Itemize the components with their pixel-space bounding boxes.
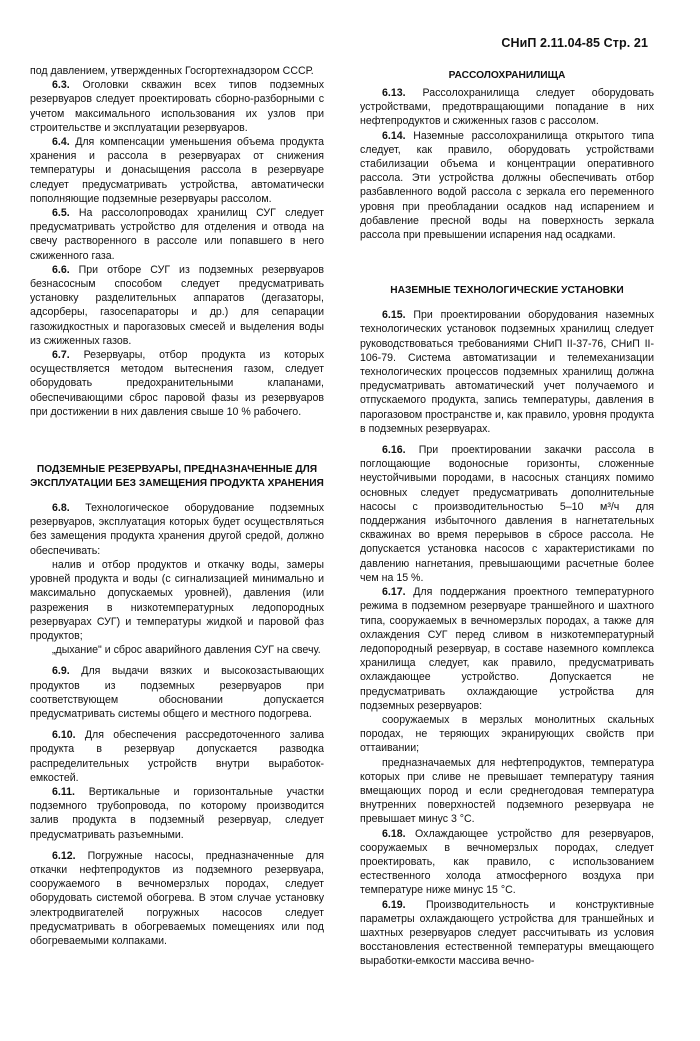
- clause-6-3: [30, 78, 324, 135]
- clause-text: Рассолохранилища следует оборудовать устройствами, предотвращающими попадание в них нефтепродуктов и сжиженных газов с рассолом.: [360, 87, 654, 128]
- clause-6-9: [30, 664, 324, 721]
- paragraph-continuation: под давлением, утвержденных Госгортехнадзором СССР.: [30, 65, 314, 77]
- clause-text: Для обеспечения рассредоточенного залива продукта в резервуар допускается разводка распределительных устройств внутри выработок-емкостей.: [30, 729, 324, 784]
- clause-number: 6.11.: [52, 785, 75, 798]
- clause-number: 6.14.: [382, 129, 406, 142]
- clause-text: Для компенсации уменьшения объема продукта хранения и рассола в резервуарах от снижения температуры и донасыщения рассола в резервуаре следует предусматривать устройства, автоматически пополняющие подземные резервуары рассолом.: [30, 136, 324, 205]
- clause-6-13: [360, 86, 654, 129]
- clause-text: Для поддержания проектного температурного режима в подземном резервуаре траншейного и шахтного типа, сооружаемых в вечномерзлых породах, а также для охлаждения СУГ перед сливом в низкотемпературный ледопородный резервуар, в составе наземного комплекса хранилища следует, как правило, предусматривать охлаждающее устройство. Допускается не предусматривать охлаждающие устройства для подземных резервуаров:: [360, 586, 654, 712]
- clause-6-10: [30, 728, 324, 785]
- list-item: „дыхание" и сброс аварийного давления СУГ на свечу.: [52, 644, 321, 657]
- clause-6-11: [30, 785, 324, 842]
- clause-number: 6.3.: [52, 79, 70, 92]
- clause-number: 6.17.: [382, 586, 406, 599]
- page-header: СНиП 2.11.04-85 Стр. 21: [501, 36, 648, 50]
- section-heading-surface-installations: НАЗЕМНЫЕ ТЕХНОЛОГИЧЕСКИЕ УСТАНОВКИ: [390, 285, 624, 297]
- list-item: сооружаемых в мерзлых монолитных скальных породах, не теряющих экранирующих свойств при оттаивании;: [360, 713, 654, 755]
- left-column: [30, 64, 324, 948]
- clause-text: Оголовки скважин всех типов подземных резервуаров следует проектировать сборно-разборными с учетом максимального использования их узлов при строительстве и эксплуатации резервуаров.: [30, 79, 324, 134]
- clause-6-5: [30, 206, 324, 263]
- clause-number: 6.13.: [382, 87, 406, 99]
- clause-text: Производительность и конструктивные параметры охлаждающего устройства для траншейных и шахтных резервуаров следует рассчитывать из условия восстановления естественной температуры вмещающего выработки-емкости массива вечно-: [360, 898, 654, 968]
- clause-text: Для выдачи вязких и высокозастывающих продуктов из подземных резервуаров при соответствующем обосновании допускается предусматривать системы общего и местного подогрева.: [30, 665, 324, 720]
- clause-number: 6.5.: [52, 207, 70, 220]
- clause-text: При отборе СУГ из подземных резервуаров безнасосным способом следует предусматривать установку разделительных аппаратов (дегазаторы, адсорберы, газосепараторы и др.) для сепарации газожидкостных и парогазовых смесей и выделения воды из сжиженных газов.: [30, 263, 324, 347]
- clause-number: 6.8.: [52, 502, 70, 515]
- clause-number: 6.9.: [52, 665, 70, 678]
- clause-6-6: [30, 263, 324, 348]
- section-heading-reservoirs: ПОДЗЕМНЫЕ РЕЗЕРВУАРЫ, ПРЕДНАЗНАЧЕННЫЕ ДЛЯ ЭКСПЛУАТАЦИИ БЕЗ ЗАМЕЩЕНИЯ ПРОДУКТА ХРАНЕНИЯ: [30, 464, 324, 490]
- clause-number: 6.12.: [52, 849, 76, 862]
- clause-text: На рассолопроводах хранилищ СУГ следует предусматривать устройство для отделения и отвода на свечу растворенного в рассоле или попавшего в него сжиженного газа.: [30, 207, 324, 262]
- clause-number: 6.19.: [382, 898, 406, 911]
- clause-6-7: [30, 348, 324, 419]
- clause-text: Технологическое оборудование подземных резервуаров, эксплуатация которых будет осуществляться без замещения продукта хранения другой средой, должно обеспечивать:: [30, 502, 324, 557]
- clause-number: 6.16.: [382, 444, 406, 457]
- clause-6-16: [360, 443, 654, 585]
- clause-6-12: [30, 849, 324, 948]
- clause-number: 6.4.: [52, 136, 70, 149]
- clause-text: При проектировании закачки рассола в поглощающие водоносные горизонты, сложенные неустойчивыми породами, в насосных станциях помимо основных следует предусматривать дополнительные насосы с производительностью 5–10 м³/ч для поддержания избыточного давления в нагнетательных скважинах во время перерывов в сбросе рассола. Не допускается установка насосов с характеристиками по давлению нагнетания, превышающими расчетные более чем на 15 %.: [360, 444, 654, 584]
- clause-6-15: [360, 308, 654, 436]
- clause-6-18: [360, 827, 654, 898]
- list-item: предназначаемых для нефтепродуктов, температура которых при сливе не превышает температуру таяния вмещающих пород и если среднегодовая температура внутренних поверхностей подземного резервуара не превышает минус 3 °С.: [360, 756, 654, 826]
- clause-text: При проектировании оборудования наземных технологических установок подземных хранилищ следует руководствоваться требованиями СНиП II-37-76, СНиП II-106-79. Система автоматизации и телемеханизации технологических процессов подземных хранилищ должна предусматривать автоматический учет получаемого и отпускаемого продукта, запись температуры, давления в парогазовом пространстве и, как правило, уровня продукта в подземных резервуарах.: [360, 309, 654, 435]
- clause-6-19: [360, 898, 654, 969]
- clause-number: 6.18.: [382, 827, 406, 840]
- clause-text: Резервуары, отбор продукта из которых осуществляется методом вытеснения газом, следует оборудовать предохранительными клапанами, обеспечивающими сброс паровой фазы из резервуаров при достижении в них давления свыше 10 % рабочего.: [30, 349, 324, 418]
- clause-text: Вертикальные и горизонтальные участки подземного трубопровода, по которому производится залив продукта в подземный резервуар, следует предусматривать разъемными.: [30, 785, 324, 841]
- right-column: [360, 64, 654, 969]
- list-item: налив и отбор продуктов и откачку воды, замеры уровней продукта и воды (с сигнализацией минимально и максимально допускаемых уровней), давления (или разрежения в низкотемпературных ледопородных резервуарах СУГ) и температуры жидкой и паровой фаз продуктов;: [30, 558, 324, 642]
- clause-number: 6.15.: [382, 309, 406, 322]
- clause-text: Охлаждающее устройство для резервуаров, сооружаемых в вечномерзлых породах, следует проектировать, как правило, с использованием естественного холода атмосферного воздуха при температуре ниже минус 15 °С.: [360, 827, 654, 897]
- clause-number: 6.6.: [52, 263, 70, 276]
- clause-text: Наземные рассолохранилища открытого типа следует, как правило, оборудовать устройствами стабилизации объема и концентрации оперативного рассола. Эти устройства должны обеспечивать отбор разбавленного водой рассола с зеркала его переменного уровня при преобладании осадков над испарением и добавление пресной воды на поверхность зеркала рассола при превышении испарения над осадками.: [360, 129, 654, 242]
- clause-6-8: [30, 501, 324, 558]
- clause-6-4: [30, 135, 324, 206]
- clause-6-17: [360, 585, 654, 713]
- clause-number: 6.10.: [52, 729, 76, 742]
- section-heading-brine-storage: РАССОЛОХРАНИЛИЩА: [448, 70, 566, 81]
- clause-number: 6.7.: [52, 349, 70, 362]
- clause-6-14: [360, 129, 654, 243]
- clause-text: Погружные насосы, предназначенные для откачки нефтепродуктов из подземного резервуара, сооружаемого в вечномерзлых породах, следует оборудовать системой обогрева. В этом случае установку электродвигателей погружных насосов следует предусматривать в обогреваемых помещениях или под обогреваемыми колпаками.: [30, 849, 324, 947]
